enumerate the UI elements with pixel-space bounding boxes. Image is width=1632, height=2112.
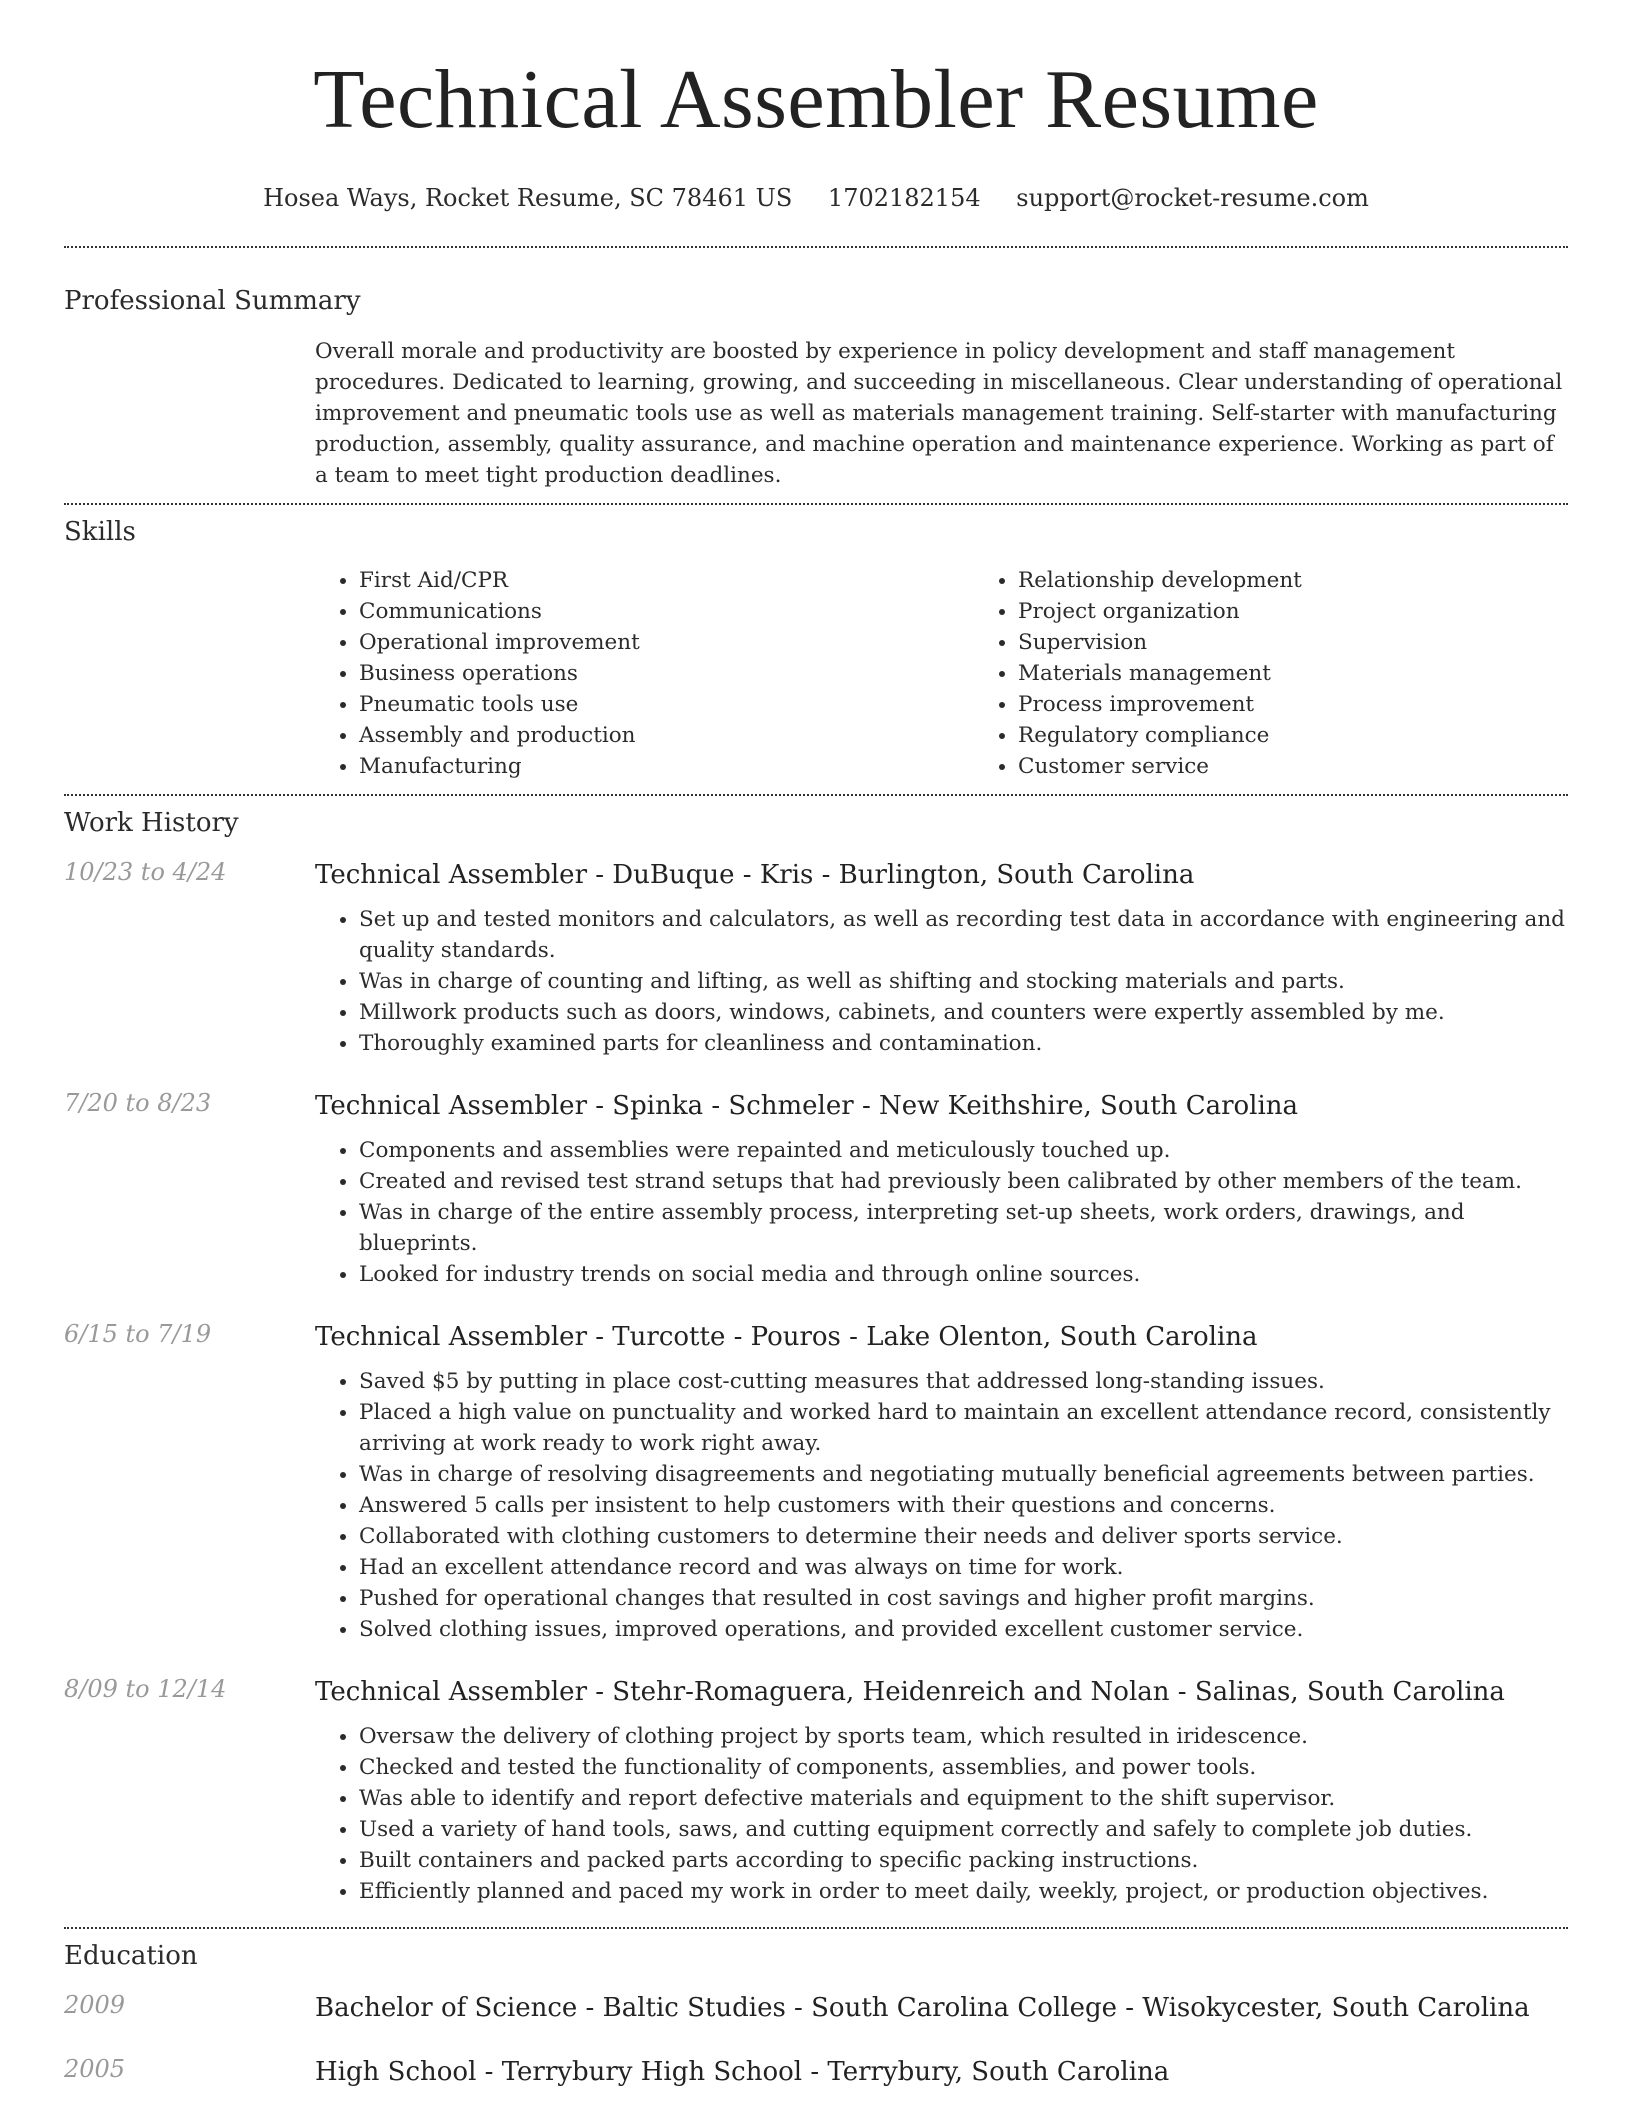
job-bullet: • Built containers and packed parts according to specific packing instructions. [359, 1845, 1568, 1876]
job-bullet: • Had an excellent attendance record and was always on time for work. [359, 1552, 1568, 1583]
job-title: Technical Assembler - DuBuque - Kris - Burlington, South Carolina [315, 860, 1195, 890]
job-bullet: • Solved clothing issues, improved operations, and provided excellent customer service. [359, 1614, 1568, 1645]
skill-item: • Assembly and production [359, 720, 974, 751]
education-year: 2005 [64, 2055, 126, 2083]
job-details [315, 1089, 1568, 1290]
job-bullet: • Was in charge of resolving disagreements and negotiating mutually beneficial agreements between parties. [359, 1459, 1568, 1490]
education-details [315, 2055, 1568, 2089]
education-section [64, 1941, 1568, 2089]
job-title: Technical Assembler - Turcotte - Pouros - Lake Olenton, South Carolina [315, 1322, 1258, 1352]
summary-section [64, 286, 1568, 491]
skill-item: • Process improvement [1018, 689, 1632, 720]
skills-list-right [974, 565, 1632, 782]
education-list [64, 1991, 1568, 2089]
education-title: Bachelor of Science - Baltic Studies - South Carolina College - Wisokycester, South Carolina [315, 1993, 1530, 2023]
job-bullet: • Pushed for operational changes that resulted in cost savings and higher profit margins. [359, 1583, 1568, 1614]
job-bullets [315, 904, 1568, 1059]
job-bullet: • Looked for industry trends on social media and through online sources. [359, 1259, 1568, 1290]
contact-email[interactable]: support@rocket-resume.com [1016, 184, 1369, 212]
job-bullets [315, 1721, 1568, 1907]
skills-section [64, 517, 1568, 782]
skill-item: • Customer service [1018, 751, 1632, 782]
summary-heading: Professional Summary [64, 286, 361, 316]
skill-item: • Communications [359, 596, 974, 627]
job-dates: 6/15 to 7/19 [64, 1320, 212, 1348]
divider [64, 246, 1568, 248]
education-year: 2009 [64, 1991, 126, 2019]
skill-item: • Operational improvement [359, 627, 974, 658]
job-bullet: • Saved $5 by putting in place cost-cutting measures that addressed long-standing issues. [359, 1366, 1568, 1397]
job-bullet: • Millwork products such as doors, windows, cabinets, and counters were expertly assembled by me. [359, 997, 1568, 1028]
education-heading: Education [64, 1941, 198, 1971]
skill-item: • Materials management [1018, 658, 1632, 689]
contact-phone: 1702182154 [827, 184, 981, 212]
work-heading: Work History [64, 808, 239, 838]
job-dates: 10/23 to 4/24 [64, 858, 227, 886]
job-bullet: • Collaborated with clothing customers to determine their needs and deliver sports service. [359, 1521, 1568, 1552]
job-details [315, 1320, 1568, 1645]
job-dates: 8/09 to 12/14 [64, 1675, 227, 1703]
job-bullet: • Was able to identify and report defective materials and equipment to the shift supervisor. [359, 1783, 1568, 1814]
skill-item: • Supervision [1018, 627, 1632, 658]
job-bullets [315, 1366, 1568, 1645]
divider [64, 1927, 1568, 1929]
contact-line [64, 184, 1568, 212]
job-bullet: • Was in charge of the entire assembly process, interpreting set-up sheets, work orders, drawings, and blueprints. [359, 1197, 1568, 1259]
education-details [315, 1991, 1568, 2025]
job-dates: 7/20 to 8/23 [64, 1089, 212, 1117]
contact-address: Hosea Ways, Rocket Resume, SC 78461 US [263, 184, 793, 212]
job-details [315, 1675, 1568, 1907]
work-section [64, 808, 1568, 1907]
job-bullet: • Placed a high value on punctuality and worked hard to maintain an excellent attendance record, consistently arriving at work ready to work right away. [359, 1397, 1568, 1459]
job-bullet: • Set up and tested monitors and calculators, as well as recording test data in accordance with engineering and quality standards. [359, 904, 1568, 966]
job-bullets [315, 1135, 1568, 1290]
job-title: Technical Assembler - Stehr-Romaguera, Heidenreich and Nolan - Salinas, South Carolina [315, 1677, 1505, 1707]
skill-item: • Business operations [359, 658, 974, 689]
job-bullet: • Was in charge of counting and lifting, as well as shifting and stocking materials and parts. [359, 966, 1568, 997]
job-entry [64, 1320, 1568, 1645]
skill-item: • First Aid/CPR [359, 565, 974, 596]
summary-text: Overall morale and productivity are boosted by experience in policy development and staff management procedures. Dedicated to learning, growing, and succeeding in miscellaneous. Clear understanding of operational improvement and pneumatic tools use as well as materials management training. Self-starter with manufacturing production, assembly, quality assurance, and machine operation and maintenance experience. Working as part of a team to meet tight production deadlines. [315, 339, 1563, 488]
skill-item: • Regulatory compliance [1018, 720, 1632, 751]
skill-item: • Manufacturing [359, 751, 974, 782]
job-bullet: • Components and assemblies were repainted and meticulously touched up. [359, 1135, 1568, 1166]
job-entry [64, 1089, 1568, 1290]
job-bullet: • Created and revised test strand setups that had previously been calibrated by other members of the team. [359, 1166, 1568, 1197]
job-bullet: • Oversaw the delivery of clothing project by sports team, which resulted in iridescence. [359, 1721, 1568, 1752]
education-title: High School - Terrybury High School - Terrybury, South Carolina [315, 2057, 1170, 2087]
education-entry [64, 1991, 1568, 2025]
education-entry [64, 2055, 1568, 2089]
job-entry [64, 1675, 1568, 1907]
job-bullet: • Efficiently planned and paced my work in order to meet daily, weekly, project, or production objectives. [359, 1876, 1568, 1907]
job-bullet: • Used a variety of hand tools, saws, and cutting equipment correctly and safely to complete job duties. [359, 1814, 1568, 1845]
skill-item: • Pneumatic tools use [359, 689, 974, 720]
skills-list-left [315, 565, 974, 782]
skill-item: • Project organization [1018, 596, 1632, 627]
skills-heading: Skills [64, 517, 136, 547]
jobs-list [64, 858, 1568, 1907]
divider [64, 794, 1568, 796]
divider [64, 503, 1568, 505]
job-bullet: • Checked and tested the functionality of components, assemblies, and power tools. [359, 1752, 1568, 1783]
job-bullet: • Thoroughly examined parts for cleanliness and contamination. [359, 1028, 1568, 1059]
job-entry [64, 858, 1568, 1059]
resume-title: Technical Assembler Resume [313, 53, 1319, 146]
job-details [315, 858, 1568, 1059]
job-title: Technical Assembler - Spinka - Schmeler - New Keithshire, South Carolina [315, 1091, 1299, 1121]
job-bullet: • Answered 5 calls per insistent to help customers with their questions and concerns. [359, 1490, 1568, 1521]
skill-item: • Relationship development [1018, 565, 1632, 596]
